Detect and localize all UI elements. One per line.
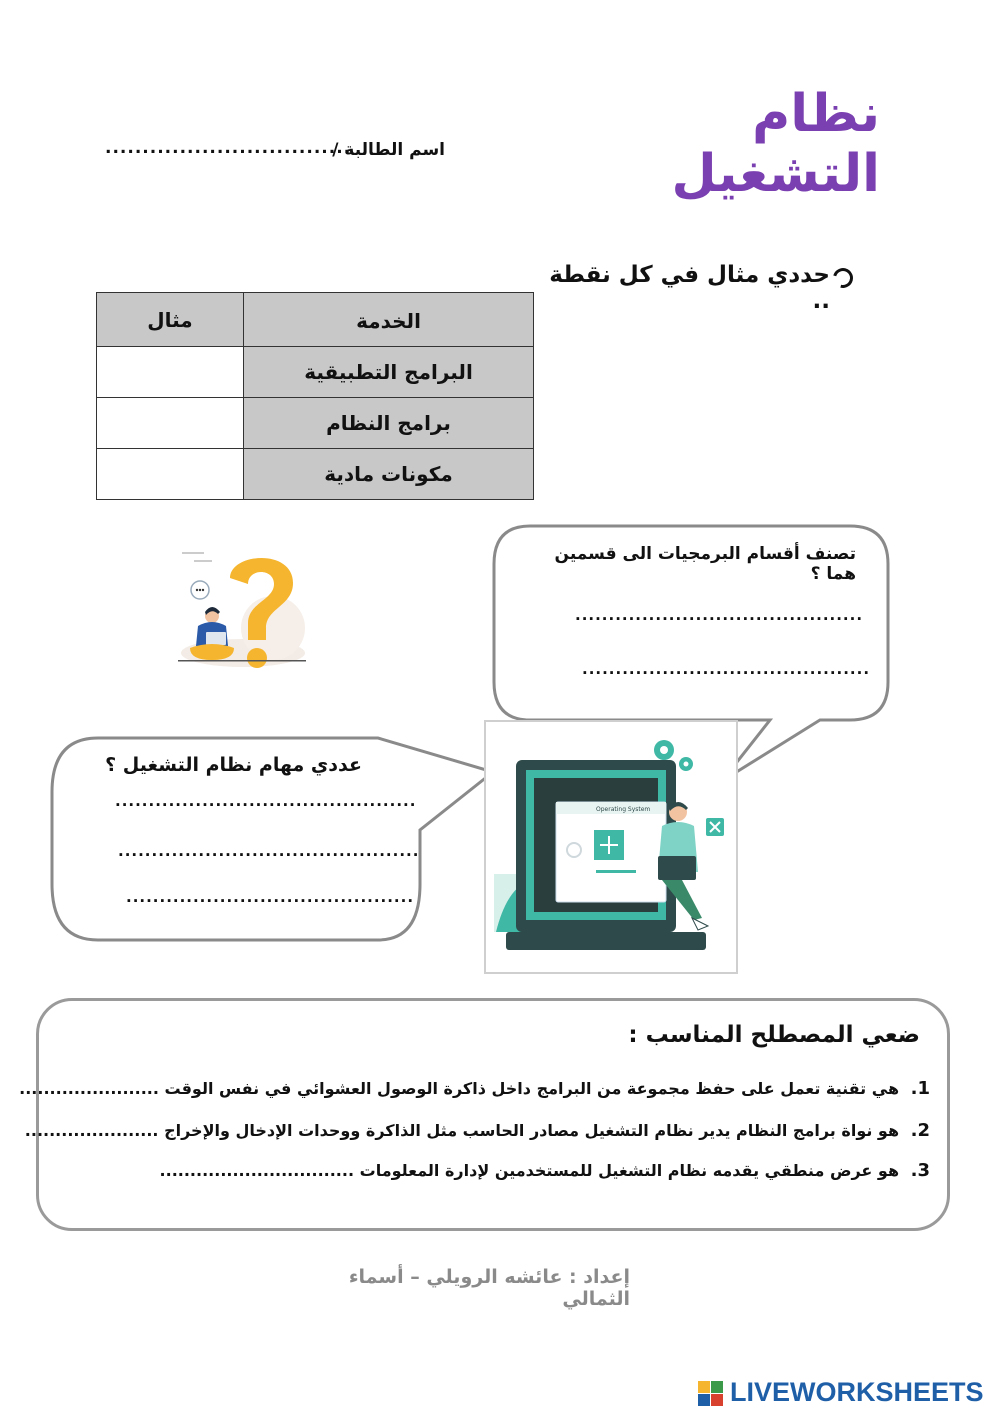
answer-line-2[interactable]: ........................................... <box>582 660 871 678</box>
question-item <box>19 1078 930 1099</box>
question-text: هو نواة برامج النظام يدير نظام التشغيل مصادر الحاسب مثل الذاكرة ووحدات الإدخال والإخراج <box>164 1121 900 1140</box>
question-text: هو عرض منطقي يقدمه نظام التشغيل للمستخدمين لإدارة المعلومات <box>359 1161 900 1180</box>
thinking-person-illustration <box>168 548 308 673</box>
fill-in-title: ضعي المصطلح المناسب : <box>628 1022 920 1048</box>
bubble-right-question: تصنف أقسام البرمجيات الى قسمين هما ؟ <box>554 544 856 584</box>
table-row <box>97 347 534 398</box>
example-input-cell[interactable] <box>97 398 244 449</box>
service-cell: برامج النظام <box>244 398 534 449</box>
task-line-2[interactable]: ............................................. <box>118 842 420 860</box>
os-illustration <box>486 722 736 972</box>
bullet-icon <box>829 264 856 291</box>
student-name-field[interactable]: ................................. <box>105 138 352 158</box>
answer-field[interactable]: ....................... <box>19 1079 159 1098</box>
section-instruction: حددي مثال في كل نقطة .. <box>549 262 830 314</box>
example-input-cell[interactable] <box>97 449 244 500</box>
service-cell: مكونات مادية <box>244 449 534 500</box>
example-input-cell[interactable] <box>97 347 244 398</box>
os-screen-label: Operating System <box>596 806 651 813</box>
liveworksheets-logo-icon <box>698 1381 724 1407</box>
table-row <box>97 398 534 449</box>
answer-field[interactable]: ................................ <box>159 1161 355 1180</box>
task-line-3[interactable]: ........................................... <box>126 888 415 906</box>
question-number: 2. <box>910 1120 930 1141</box>
question-item <box>24 1120 930 1141</box>
answer-line-1[interactable]: ........................................... <box>575 606 864 624</box>
os-illustration-frame <box>484 720 738 974</box>
table-header-row <box>97 293 534 347</box>
services-table <box>96 292 534 500</box>
question-number: 3. <box>910 1160 930 1181</box>
page-title: نظام التشغيل <box>671 84 880 204</box>
answer-field[interactable]: ...................... <box>24 1121 159 1140</box>
bubble-left-question: عددي مهام نظام التشغيل ؟ <box>105 754 362 776</box>
question-number: 1. <box>910 1078 930 1099</box>
table-row <box>97 449 534 500</box>
question-item <box>70 1160 930 1181</box>
task-line-1[interactable]: ............................................. <box>115 792 417 810</box>
col-header-example: مثال <box>97 293 244 347</box>
service-cell: البرامج التطبيقية <box>244 347 534 398</box>
student-name-label: اسم الطالبة / <box>332 140 445 160</box>
liveworksheets-brand[interactable]: LIVEWORKSHEETS <box>730 1377 984 1407</box>
col-header-service: الخدمة <box>244 293 534 347</box>
credit-text: إعداد : عائشه الرويلي – أسماء الثمالي <box>348 1266 630 1310</box>
question-text: هي تقنية تعمل على حفظ مجموعة من البرامج داخل ذاكرة الوصول العشوائي في نفس الوقت <box>164 1079 900 1098</box>
